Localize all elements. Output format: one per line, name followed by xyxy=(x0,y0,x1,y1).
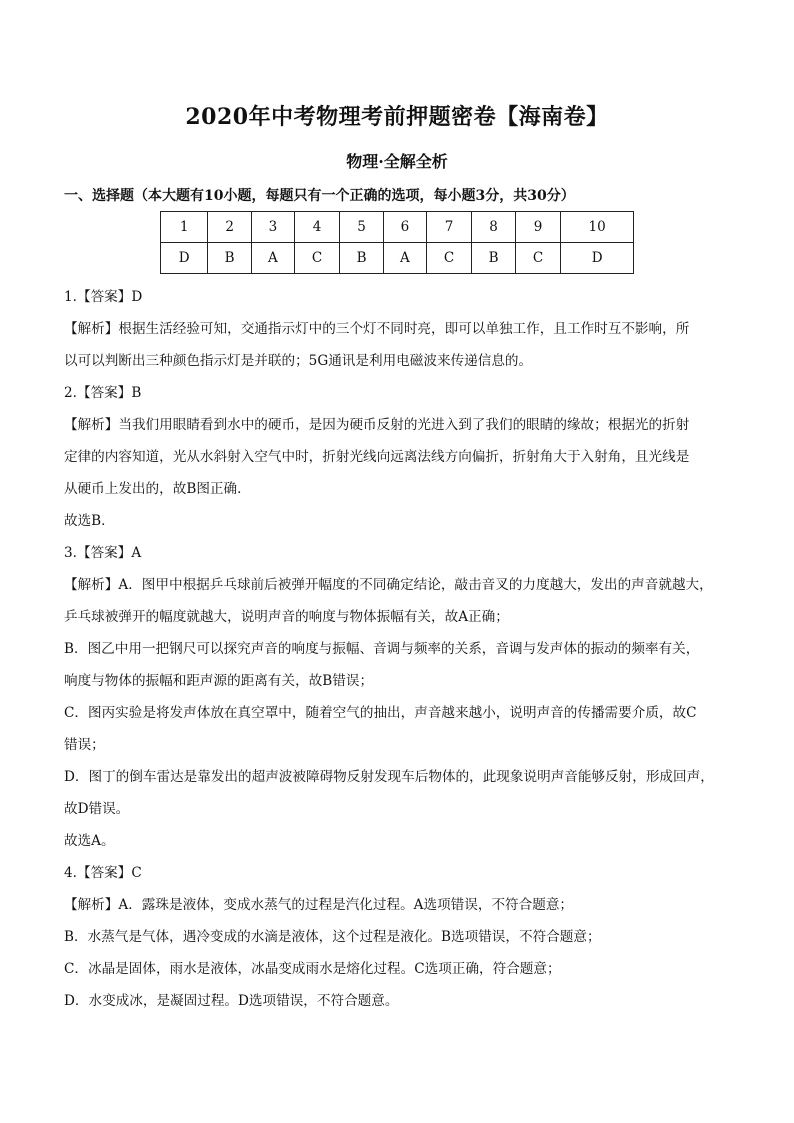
question-number-cell: 4 xyxy=(294,212,339,243)
explanation-line: B．图乙中用一把钢尺可以探究声音的响度与振幅、音调与频率的关系，音调与发声体的振动的频率有关， xyxy=(64,641,700,657)
explanation-line: D．图丁的倒车雷达是靠发出的超声波被障碍物反射发现车后物体的，此现象说明声音能够反射，形成回声， xyxy=(64,769,714,785)
explanation-line: 从硬币上发出的，故B图正确． xyxy=(64,481,251,497)
explanation-line: 错误； xyxy=(64,737,105,753)
conclusion-line: 故选B． xyxy=(64,513,115,529)
explanation-line: 响度与物体的振幅和距声源的距离有关，故B错误； xyxy=(64,673,374,689)
answer-line: 4.【答案】C xyxy=(64,865,142,881)
explanation-line: 乒乓球被弹开的幅度就越大，说明声音的响度与物体振幅有关，故A正确； xyxy=(64,609,509,625)
answer-cell: C xyxy=(426,243,471,274)
answer-line: 1.【答案】D xyxy=(64,289,143,305)
answer-cell: B xyxy=(340,243,384,274)
answer-cell: C xyxy=(515,243,560,274)
explanation-line: 【解析】A．露珠是液体，变成水蒸气的过程是汽化过程。A选项错误，不符合题意； xyxy=(64,897,574,913)
question-number-cell: 2 xyxy=(208,212,252,243)
explanation-line: B．水蒸气是气体，遇冷变成的水滴是液体，这个过程是液化。B选项错误，不符合题意； xyxy=(64,929,601,945)
question-number-cell: 3 xyxy=(251,212,294,243)
question-number-cell: 7 xyxy=(426,212,471,243)
page-title: 2020年中考物理考前押题密卷【海南卷】 xyxy=(185,104,609,130)
explanation-line: 故D错误。 xyxy=(64,801,130,817)
question-number-cell: 1 xyxy=(161,212,208,243)
explanation-line: C．图丙实验是将发声体放在真空罩中，随着空气的抽出，声音越来越小，说明声音的传播需要介质，故C xyxy=(64,705,697,721)
explanation-line: C．冰晶是固体，雨水是液体，冰晶变成雨水是熔化过程。C选项正确，符合题意； xyxy=(64,961,561,977)
section-heading: 一、选择题（本大题有10小题，每题只有一个正确的选项，每小题3分，共30分） xyxy=(64,188,575,204)
answer-table xyxy=(160,211,634,274)
answer-line: 3.【答案】A xyxy=(64,545,142,561)
answer-table-answer-row xyxy=(161,243,634,274)
answer-cell: D xyxy=(161,243,208,274)
answer-cell: A xyxy=(383,243,426,274)
answer-cell: B xyxy=(208,243,252,274)
explanation-line: 【解析】根据生活经验可知，交通指示灯中的三个灯不同时亮，即可以单独工作，且工作时互不影响，所 xyxy=(64,321,690,337)
question-number-cell: 6 xyxy=(383,212,426,243)
answer-line: 2.【答案】B xyxy=(64,385,142,401)
question-number-cell: 10 xyxy=(561,212,634,243)
explanation-line: 以可以判断出三种颜色指示灯是并联的；5G通讯是利用电磁波来传递信息的。 xyxy=(64,353,533,369)
question-number-cell: 5 xyxy=(340,212,384,243)
explanation-line: 定律的内容知道，光从水斜射入空气中时，折射光线向远离法线方向偏折，折射角大于入射角，且光线是 xyxy=(64,449,690,465)
explanation-line: 【解析】当我们用眼睛看到水中的硬币，是因为硬币反射的光进入到了我们的眼睛的缘故；根据光的折射 xyxy=(64,417,690,433)
answer-cell: B xyxy=(472,243,516,274)
answer-table-number-row xyxy=(161,212,634,243)
page-subtitle: 物理·全解全析 xyxy=(346,152,448,171)
explanation-line: D．水变成冰，是凝固过程。D选项错误，不符合题意。 xyxy=(64,993,399,1009)
conclusion-line: 故选A。 xyxy=(64,833,115,849)
answer-cell: A xyxy=(251,243,294,274)
explanation-line: 【解析】A．图甲中根据乒乓球前后被弹开幅度的不同确定结论，敲击音叉的力度越大，发出的声音就越大， xyxy=(64,577,713,593)
explanation-body xyxy=(64,281,729,1017)
answer-cell: C xyxy=(294,243,339,274)
question-number-cell: 8 xyxy=(472,212,516,243)
answer-cell: D xyxy=(561,243,634,274)
question-number-cell: 9 xyxy=(515,212,560,243)
